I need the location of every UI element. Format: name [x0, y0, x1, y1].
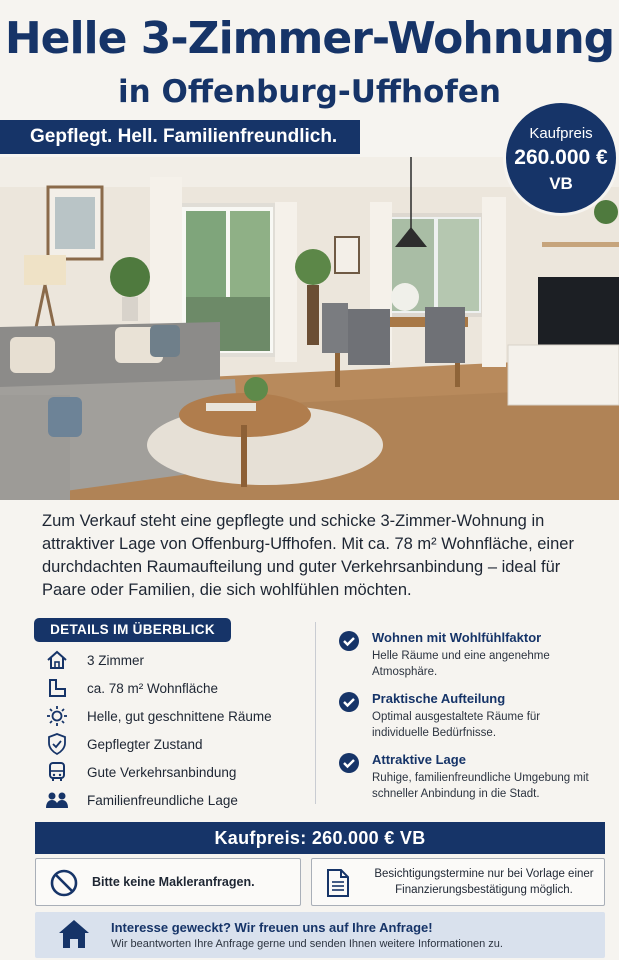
- price-badge-label: Kaufpreis: [529, 125, 593, 142]
- page-subtitle: in Offenburg-Uffhofen: [118, 74, 501, 110]
- price-bar: Kaufpreis: 260.000 € VB: [35, 822, 605, 854]
- check-circle-icon: [338, 752, 360, 774]
- family-icon: [44, 789, 70, 811]
- cta-heading: Interesse geweckt? Wir freuen uns auf Ihre Anfrage!: [111, 920, 433, 935]
- detail-item: [44, 788, 238, 812]
- floorplan-icon: [44, 677, 70, 699]
- feature-item: [338, 691, 598, 741]
- no-agents-notice: [35, 858, 301, 906]
- detail-item: [44, 648, 144, 672]
- detail-item: [44, 676, 218, 700]
- feature-text: Helle Räume und eine angenehme Atmosphäre.: [372, 650, 550, 678]
- viewing-notice: [311, 858, 605, 906]
- detail-text: Gepflegter Zustand: [87, 736, 203, 752]
- page-title: Helle 3-Zimmer-Wohnung: [4, 13, 615, 64]
- feature-item: [338, 630, 598, 680]
- feature-heading: Attraktive Lage: [372, 752, 466, 767]
- sun-icon: [44, 705, 70, 727]
- detail-text: ca. 78 m² Wohnfläche: [87, 680, 219, 696]
- living-room-photo: [0, 157, 619, 500]
- feature-text: Ruhige, familienfreundliche Umgebung mit schneller Anbindung in die Stadt.: [372, 772, 589, 800]
- cta-text: Wir beantworten Ihre Anfrage gerne und senden Ihnen weitere Informationen zu.: [111, 938, 503, 950]
- detail-text: Gute Verkehrsanbindung: [87, 764, 237, 780]
- details-label: DETAILS IM ÜBERBLICK: [34, 618, 231, 642]
- tagline-ribbon: Gepflegt. Hell. Familienfreundlich.: [0, 120, 360, 154]
- viewing-notice-text: Besichtigungstermine nur bei Vorlage einer Finanzierungsbestätigung möglich.: [374, 868, 594, 896]
- document-icon: [325, 868, 351, 898]
- check-circle-icon: [338, 691, 360, 713]
- detail-text: Familienfreundliche Lage: [87, 792, 238, 808]
- feature-heading: Wohnen mit Wohlfühlfaktor: [372, 630, 542, 645]
- contact-cta: [35, 912, 605, 958]
- feature-item: [338, 752, 598, 802]
- detail-item: [44, 704, 272, 728]
- price-badge-suffix: VB: [549, 174, 573, 193]
- home-icon: [57, 918, 91, 950]
- check-circle-icon: [338, 630, 360, 652]
- price-badge: [503, 100, 619, 216]
- detail-text: 3 Zimmer: [87, 652, 144, 668]
- intro-text: Zum Verkauf steht eine gepflegte und schicke 3-Zimmer-Wohnung in attraktiver Lage von Offenburg-Uffhofen. Mit ca. 78 m² Wohnfläche, einer durchdachten Raumaufteilung und guter Verkehrsanbindung – ideal für Paare oder Familien, die sich wohlfühlen möchten.: [42, 512, 574, 599]
- prohibited-icon: [49, 868, 79, 898]
- shield-check-icon: [44, 733, 70, 755]
- detail-text: Helle, gut geschnittene Räume: [87, 708, 272, 724]
- detail-item: [44, 732, 203, 756]
- feature-text: Optimal ausgestaltete Räume für individuelle Bedürfnisse.: [372, 711, 541, 739]
- feature-heading: Praktische Aufteilung: [372, 691, 506, 706]
- detail-item: [44, 760, 236, 784]
- column-divider: [315, 622, 316, 804]
- no-agents-text: Bitte keine Makleranfragen.: [92, 875, 255, 889]
- house-icon: [44, 649, 70, 671]
- price-badge-amount: 260.000 €: [514, 146, 608, 169]
- bus-icon: [44, 761, 70, 783]
